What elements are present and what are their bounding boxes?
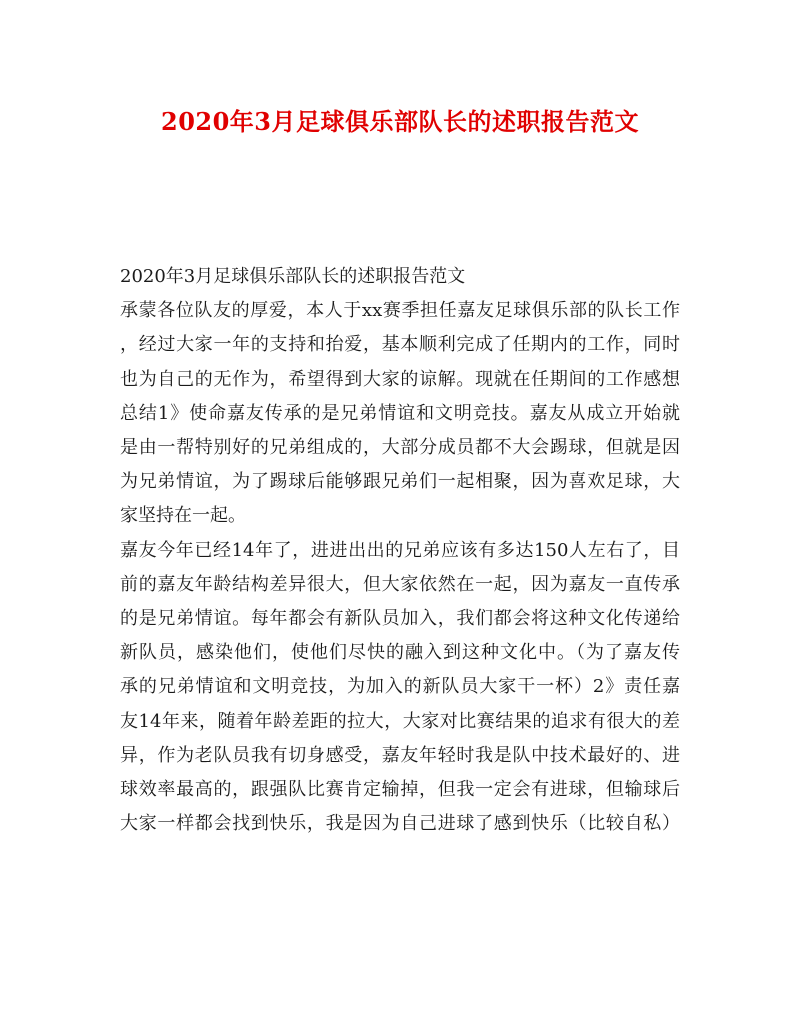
text-line: 前的嘉友年龄结构差异很大，但大家依然在一起，因为嘉友一直传承: [120, 573, 680, 595]
text-line: 球效率最高的，跟强队比赛肯定输掉，但我一定会有进球，但输球后: [120, 779, 680, 801]
text-line: 承蒙各位队友的厚爱，本人于xx赛季担任嘉友足球俱乐部的队长工作: [120, 300, 680, 322]
text-line: 为兄弟情谊，为了踢球后能够跟兄弟们一起相聚，因为喜欢足球，大: [120, 471, 680, 493]
paragraph-1: [120, 294, 680, 533]
text-line: ，经过大家一年的支持和抬爱，基本顺利完成了任期内的工作，同时: [120, 334, 680, 356]
text-line: 家坚持在一起。: [120, 505, 246, 527]
page-title: 2020年3月足球俱乐部队长的述职报告范文: [161, 107, 639, 136]
text-line: 新队员，感染他们，使他们尽快的融入到这种文化中。（为了嘉友传: [120, 642, 680, 664]
paragraph-2: [120, 534, 680, 842]
document-subtitle: 2020年3月足球俱乐部队长的述职报告范文: [120, 266, 466, 287]
text-line: 承的兄弟情谊和文明竞技，为加入的新队员大家干一杯）2》责任嘉: [120, 676, 680, 698]
text-line: 大家一样都会找到快乐，我是因为自己进球了感到快乐（比较自私）: [120, 813, 680, 835]
text-line: 是由一帮特别好的兄弟组成的，大部分成员都不大会踢球，但就是因: [120, 437, 680, 459]
text-line: 异，作为老队员我有切身感受，嘉友年轻时我是队中技术最好的、进: [120, 744, 680, 766]
document-body: [120, 260, 680, 841]
text-line: 嘉友今年已经14年了，进进出出的兄弟应该有多达150人左右了，目: [120, 539, 680, 561]
text-line: 总结1》使命嘉友传承的是兄弟情谊和文明竞技。嘉友从成立开始就: [120, 402, 680, 424]
text-line: 的是兄弟情谊。每年都会有新队员加入，我们都会将这种文化传递给: [120, 608, 680, 630]
text-line: 友14年来，随着年龄差距的拉大，大家对比赛结果的追求有很大的差: [120, 710, 680, 732]
text-line: 也为自己的无作为，希望得到大家的谅解。现就在任期间的工作感想: [120, 368, 680, 390]
